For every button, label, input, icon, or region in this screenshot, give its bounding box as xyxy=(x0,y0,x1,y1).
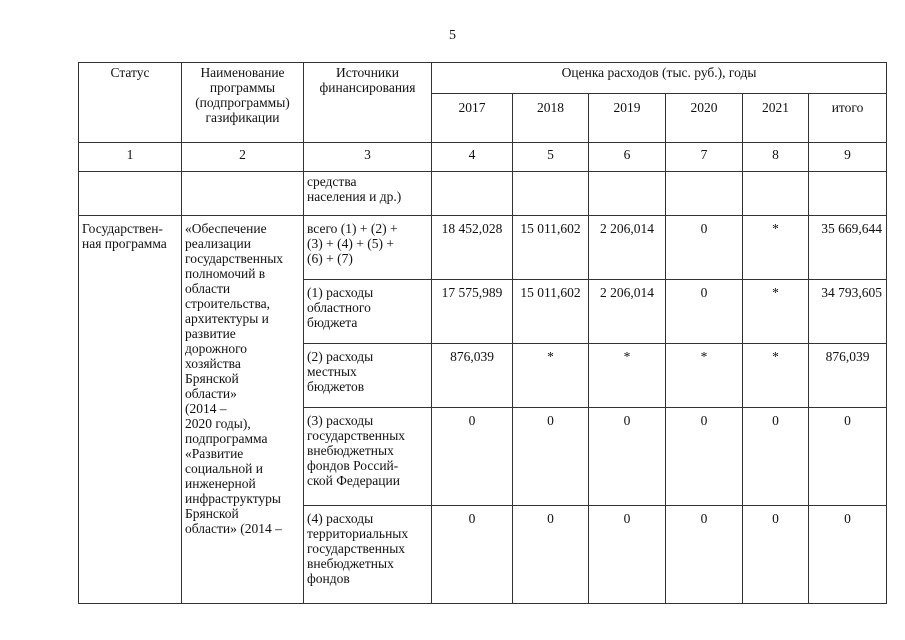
header-status: Статус xyxy=(79,63,182,143)
budget-table xyxy=(78,62,887,604)
value-2020: * xyxy=(666,344,743,408)
program-status: Государствен- ная программа xyxy=(79,216,182,604)
header-total: итого xyxy=(809,94,887,143)
value-total: 876,039 xyxy=(809,344,887,408)
value-total: 34 793,605 xyxy=(809,280,887,344)
header-row-top xyxy=(79,63,887,94)
header-year-2017: 2017 xyxy=(432,94,513,143)
value-2018: 15 011,602 xyxy=(513,280,589,344)
value-total: 35 669,644 xyxy=(809,216,887,280)
header-funding-sources: Источники финансирования xyxy=(304,63,432,143)
funding-source: (4) расходы территориальных государственных внебюджетных фондов xyxy=(304,506,432,604)
header-year-2020: 2020 xyxy=(666,94,743,143)
value-2017: 17 575,989 xyxy=(432,280,513,344)
column-number: 7 xyxy=(666,143,743,172)
value-2020: 0 xyxy=(666,216,743,280)
value-2019: * xyxy=(589,344,666,408)
value-2018: 0 xyxy=(513,408,589,506)
value-2020: 0 xyxy=(666,408,743,506)
value-2020: 0 xyxy=(666,280,743,344)
column-number: 8 xyxy=(743,143,809,172)
value-2021: 0 xyxy=(743,506,809,604)
value-2019: 2 206,014 xyxy=(589,280,666,344)
funding-source: всего (1) + (2) + (3) + (4) + (5) + (6) + (7) xyxy=(304,216,432,280)
value-2018: 15 011,602 xyxy=(513,216,589,280)
value-2018: 0 xyxy=(513,506,589,604)
page-number: 5 xyxy=(449,28,456,43)
funding-source: (2) расходы местных бюджетов xyxy=(304,344,432,408)
value-2019: 2 206,014 xyxy=(589,216,666,280)
value-2019: 0 xyxy=(589,408,666,506)
program-name: «Обеспечение реализации государственных полномочий в области строительства, архитектуры и развитие дорожного хозяйства Брянской области» (2014 – 2020 годы), подпрограмма «Развитие социальной и инженерной инфраструктуры Брянской области» (2014 – xyxy=(182,216,304,604)
column-number: 5 xyxy=(513,143,589,172)
column-number: 4 xyxy=(432,143,513,172)
value-total: 0 xyxy=(809,506,887,604)
value-2017: 18 452,028 xyxy=(432,216,513,280)
continuation-source: средства населения и др.) xyxy=(304,172,432,216)
column-number: 9 xyxy=(809,143,887,172)
column-number: 3 xyxy=(304,143,432,172)
header-year-2021: 2021 xyxy=(743,94,809,143)
header-cost-estimate: Оценка расходов (тыс. руб.), годы xyxy=(432,63,887,94)
value-2020: 0 xyxy=(666,506,743,604)
continuation-row xyxy=(79,172,887,216)
value-2017: 0 xyxy=(432,506,513,604)
value-2021: * xyxy=(743,280,809,344)
value-total: 0 xyxy=(809,408,887,506)
value-2021: 0 xyxy=(743,408,809,506)
value-2018: * xyxy=(513,344,589,408)
value-2021: * xyxy=(743,344,809,408)
table-row xyxy=(79,216,887,280)
column-number: 1 xyxy=(79,143,182,172)
column-number-row xyxy=(79,143,887,172)
header-program-name: Наименование программы (подпрограммы) газификации xyxy=(182,63,304,143)
value-2017: 0 xyxy=(432,408,513,506)
funding-source: (3) расходы государственных внебюджетных фондов Россий- ской Федерации xyxy=(304,408,432,506)
header-year-2019: 2019 xyxy=(589,94,666,143)
value-2019: 0 xyxy=(589,506,666,604)
value-2017: 876,039 xyxy=(432,344,513,408)
column-number: 2 xyxy=(182,143,304,172)
value-2021: * xyxy=(743,216,809,280)
column-number: 6 xyxy=(589,143,666,172)
funding-source: (1) расходы областного бюджета xyxy=(304,280,432,344)
header-year-2018: 2018 xyxy=(513,94,589,143)
